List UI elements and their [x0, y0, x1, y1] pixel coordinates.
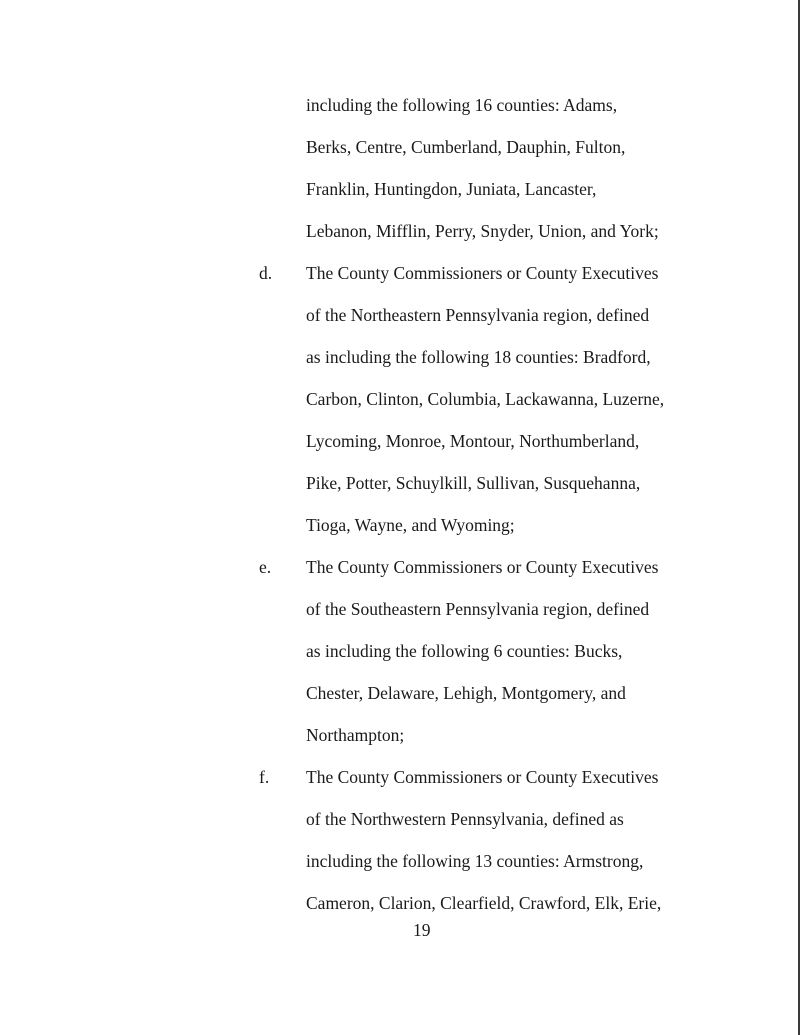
item-d-line: Pike, Potter, Schuylkill, Sullivan, Susquehanna,	[306, 473, 641, 493]
list-marker-d: d.	[259, 263, 273, 283]
list-marker-e: e.	[259, 557, 272, 577]
item-f-line: of the Northwestern Pennsylvania, defined as	[306, 809, 624, 829]
item-e-line: of the Southeastern Pennsylvania region, defined	[306, 599, 650, 619]
item-e-line: The County Commissioners or County Executives	[306, 557, 659, 577]
item-d-line: of the Northeastern Pennsylvania region, defined	[306, 305, 650, 325]
item-d-line: Tioga, Wayne, and Wyoming;	[306, 515, 515, 535]
item-f-line: including the following 13 counties: Armstrong,	[306, 851, 644, 871]
item-f-line: Cameron, Clarion, Clearfield, Crawford, Elk, Erie,	[306, 893, 662, 913]
continuation-line: Berks, Centre, Cumberland, Dauphin, Fulton,	[306, 137, 626, 157]
item-d-line: Lycoming, Monroe, Montour, Northumberland,	[306, 431, 640, 451]
item-d-line: Carbon, Clinton, Columbia, Lackawanna, Luzerne,	[306, 389, 665, 409]
item-e-line: Chester, Delaware, Lehigh, Montgomery, and	[306, 683, 626, 703]
item-f-line: The County Commissioners or County Executives	[306, 767, 659, 787]
continuation-line: Lebanon, Mifflin, Perry, Snyder, Union, and York;	[306, 221, 659, 241]
item-d-line: as including the following 18 counties: Bradford,	[306, 347, 651, 367]
item-d-line: The County Commissioners or County Executives	[306, 263, 659, 283]
item-e-line: as including the following 6 counties: Bucks,	[306, 641, 623, 661]
continuation-line: including the following 16 counties: Adams,	[306, 95, 618, 115]
item-e-line: Northampton;	[306, 725, 405, 745]
list-marker-f: f.	[259, 767, 270, 787]
continuation-line: Franklin, Huntingdon, Juniata, Lancaster,	[306, 179, 597, 199]
page-number: 19	[413, 920, 431, 940]
